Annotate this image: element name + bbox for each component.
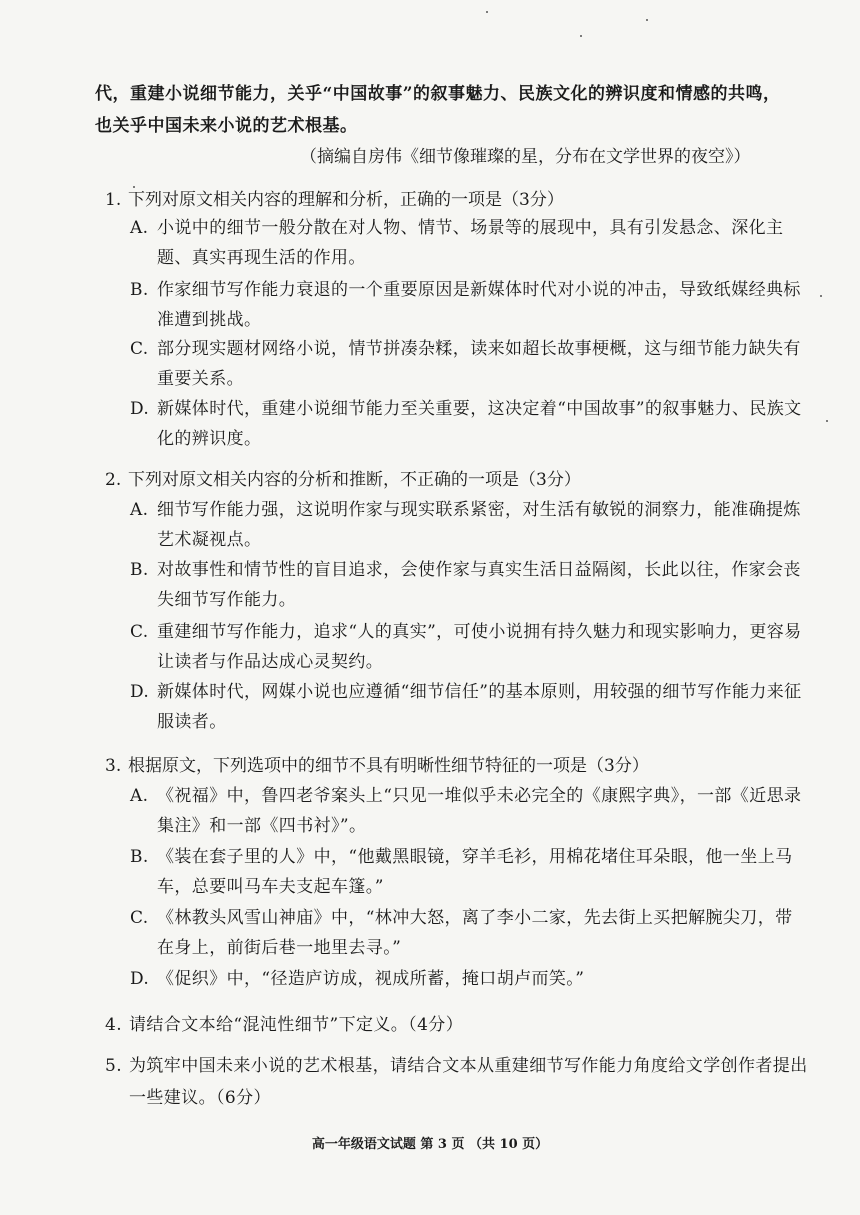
option-text: 《促织》中，“径造庐访成，视成所蓄，掩口胡卢而笑。”: [157, 969, 585, 989]
question-5: [105, 1050, 809, 1114]
option-letter: D.: [130, 399, 150, 419]
scan-speck: [133, 186, 135, 188]
question-1-option-a: [130, 213, 807, 273]
option-letter: A.: [130, 218, 149, 238]
option-text: 《祝福》中，鲁四老爷案头上“只见一堆似乎未必完全的《康熙字典》，一部《近思录集注》和一部《四书衬》”。: [157, 786, 802, 836]
page-footer: 高一年级语文试题 第 3 页 （共 10 页）: [311, 1137, 549, 1152]
option-text: 《林教头风雪山神庙》中，“林冲大怒，离了李小二家，先去街上买把解腕尖刀，带在身上，前街后巷一地里去寻。”: [157, 908, 793, 958]
question-1-option-b: [130, 275, 807, 335]
passage-ending: 代，重建小说细节能力，关乎“中国故事”的叙事魅力、民族文化的辨识度和情感的共鸣，也关乎中国未来小说的艺术根基。: [95, 84, 781, 136]
question-3-option-b: [130, 842, 807, 902]
option-letter: C.: [130, 622, 149, 642]
question-number: 1.: [105, 190, 122, 210]
question-1-option-c: [130, 334, 807, 394]
question-number: 4.: [105, 1015, 123, 1035]
question-3-stem: [105, 751, 649, 781]
question-text: 下列对原文相关内容的理解和分析，正确的一项是（3分）: [128, 190, 564, 210]
option-text: 对故事性和情节性的盲目追求，会使作家与真实生活日益隔阂，长此以往，作家会丧失细节写作能力。: [157, 560, 801, 610]
scan-speck: [580, 35, 582, 37]
option-text: 部分现实题材网络小说，情节拼凑杂糅，读来如超长故事梗概，这与细节能力缺失有重要关系。: [157, 339, 801, 389]
option-text: 《装在套子里的人》中，“他戴黑眼镜，穿羊毛衫，用棉花堵住耳朵眼，他一坐上马车，总要叫马车夫支起车篷。”: [157, 847, 793, 897]
option-letter: C.: [130, 908, 149, 928]
passage-source: （摘编自房伟《细节像璀璨的星，分布在文学世界的夜空》）: [300, 147, 751, 167]
option-text: 新媒体时代，网媒小说也应遵循“细节信任”的基本原则，用较强的细节写作能力来征服读者。: [157, 682, 802, 732]
question-number: 3.: [105, 756, 122, 776]
question-text: 为筑牢中国未来小说的艺术根基，请结合文本从重建细节写作能力角度给文学创作者提出一些建议。（6分）: [129, 1056, 808, 1108]
option-letter: D.: [130, 682, 150, 702]
question-text: 请结合文本给“混沌性细节”下定义。（4分）: [129, 1015, 464, 1035]
question-4: [105, 1009, 809, 1041]
scan-speck: [826, 420, 828, 422]
question-text: 根据原文，下列选项中的细节不具有明晰性细节特征的一项是（3分）: [128, 756, 649, 776]
question-3-option-c: [130, 903, 807, 963]
scan-speck: [486, 11, 488, 13]
option-text: 重建细节写作能力，追求“人的真实”，可使小说拥有持久魅力和现实影响力，更容易让读者与作品达成心灵契约。: [157, 622, 802, 672]
option-letter: B.: [130, 847, 149, 867]
question-text: 下列对原文相关内容的分析和推断，不正确的一项是（3分）: [128, 470, 581, 490]
question-1-option-d: [130, 394, 807, 454]
option-text: 作家细节写作能力衰退的一个重要原因是新媒体时代对小说的冲击，导致纸媒经典标准遭到挑战。: [157, 280, 801, 330]
option-text: 新媒体时代，重建小说细节能力至关重要，这决定着“中国故事”的叙事魅力、民族文化的辨识度。: [157, 399, 802, 449]
option-letter: B.: [130, 560, 149, 580]
question-number: 2.: [105, 470, 122, 490]
question-number: 5.: [105, 1056, 123, 1076]
question-3-option-d: [130, 964, 807, 994]
option-text: 细节写作能力强，这说明作家与现实联系紧密，对生活有敏锐的洞察力，能准确提炼艺术凝视点。: [157, 500, 801, 550]
option-letter: A.: [130, 500, 149, 520]
option-letter: A.: [130, 786, 149, 806]
question-2-option-c: [130, 617, 807, 677]
scan-speck: [820, 295, 822, 297]
question-2-option-b: [130, 555, 807, 615]
question-2-option-d: [130, 677, 807, 737]
question-2-option-a: [130, 495, 807, 555]
option-letter: D.: [130, 969, 150, 989]
question-3-option-a: [130, 781, 807, 841]
question-1-stem: [105, 185, 564, 215]
question-2-stem: [105, 465, 581, 495]
option-text: 小说中的细节一般分散在对人物、情节、场景等的展现中，具有引发悬念、深化主题、真实再现生活的作用。: [157, 218, 784, 268]
option-letter: C.: [130, 339, 149, 359]
scan-speck: [646, 19, 648, 21]
option-letter: B.: [130, 280, 149, 300]
